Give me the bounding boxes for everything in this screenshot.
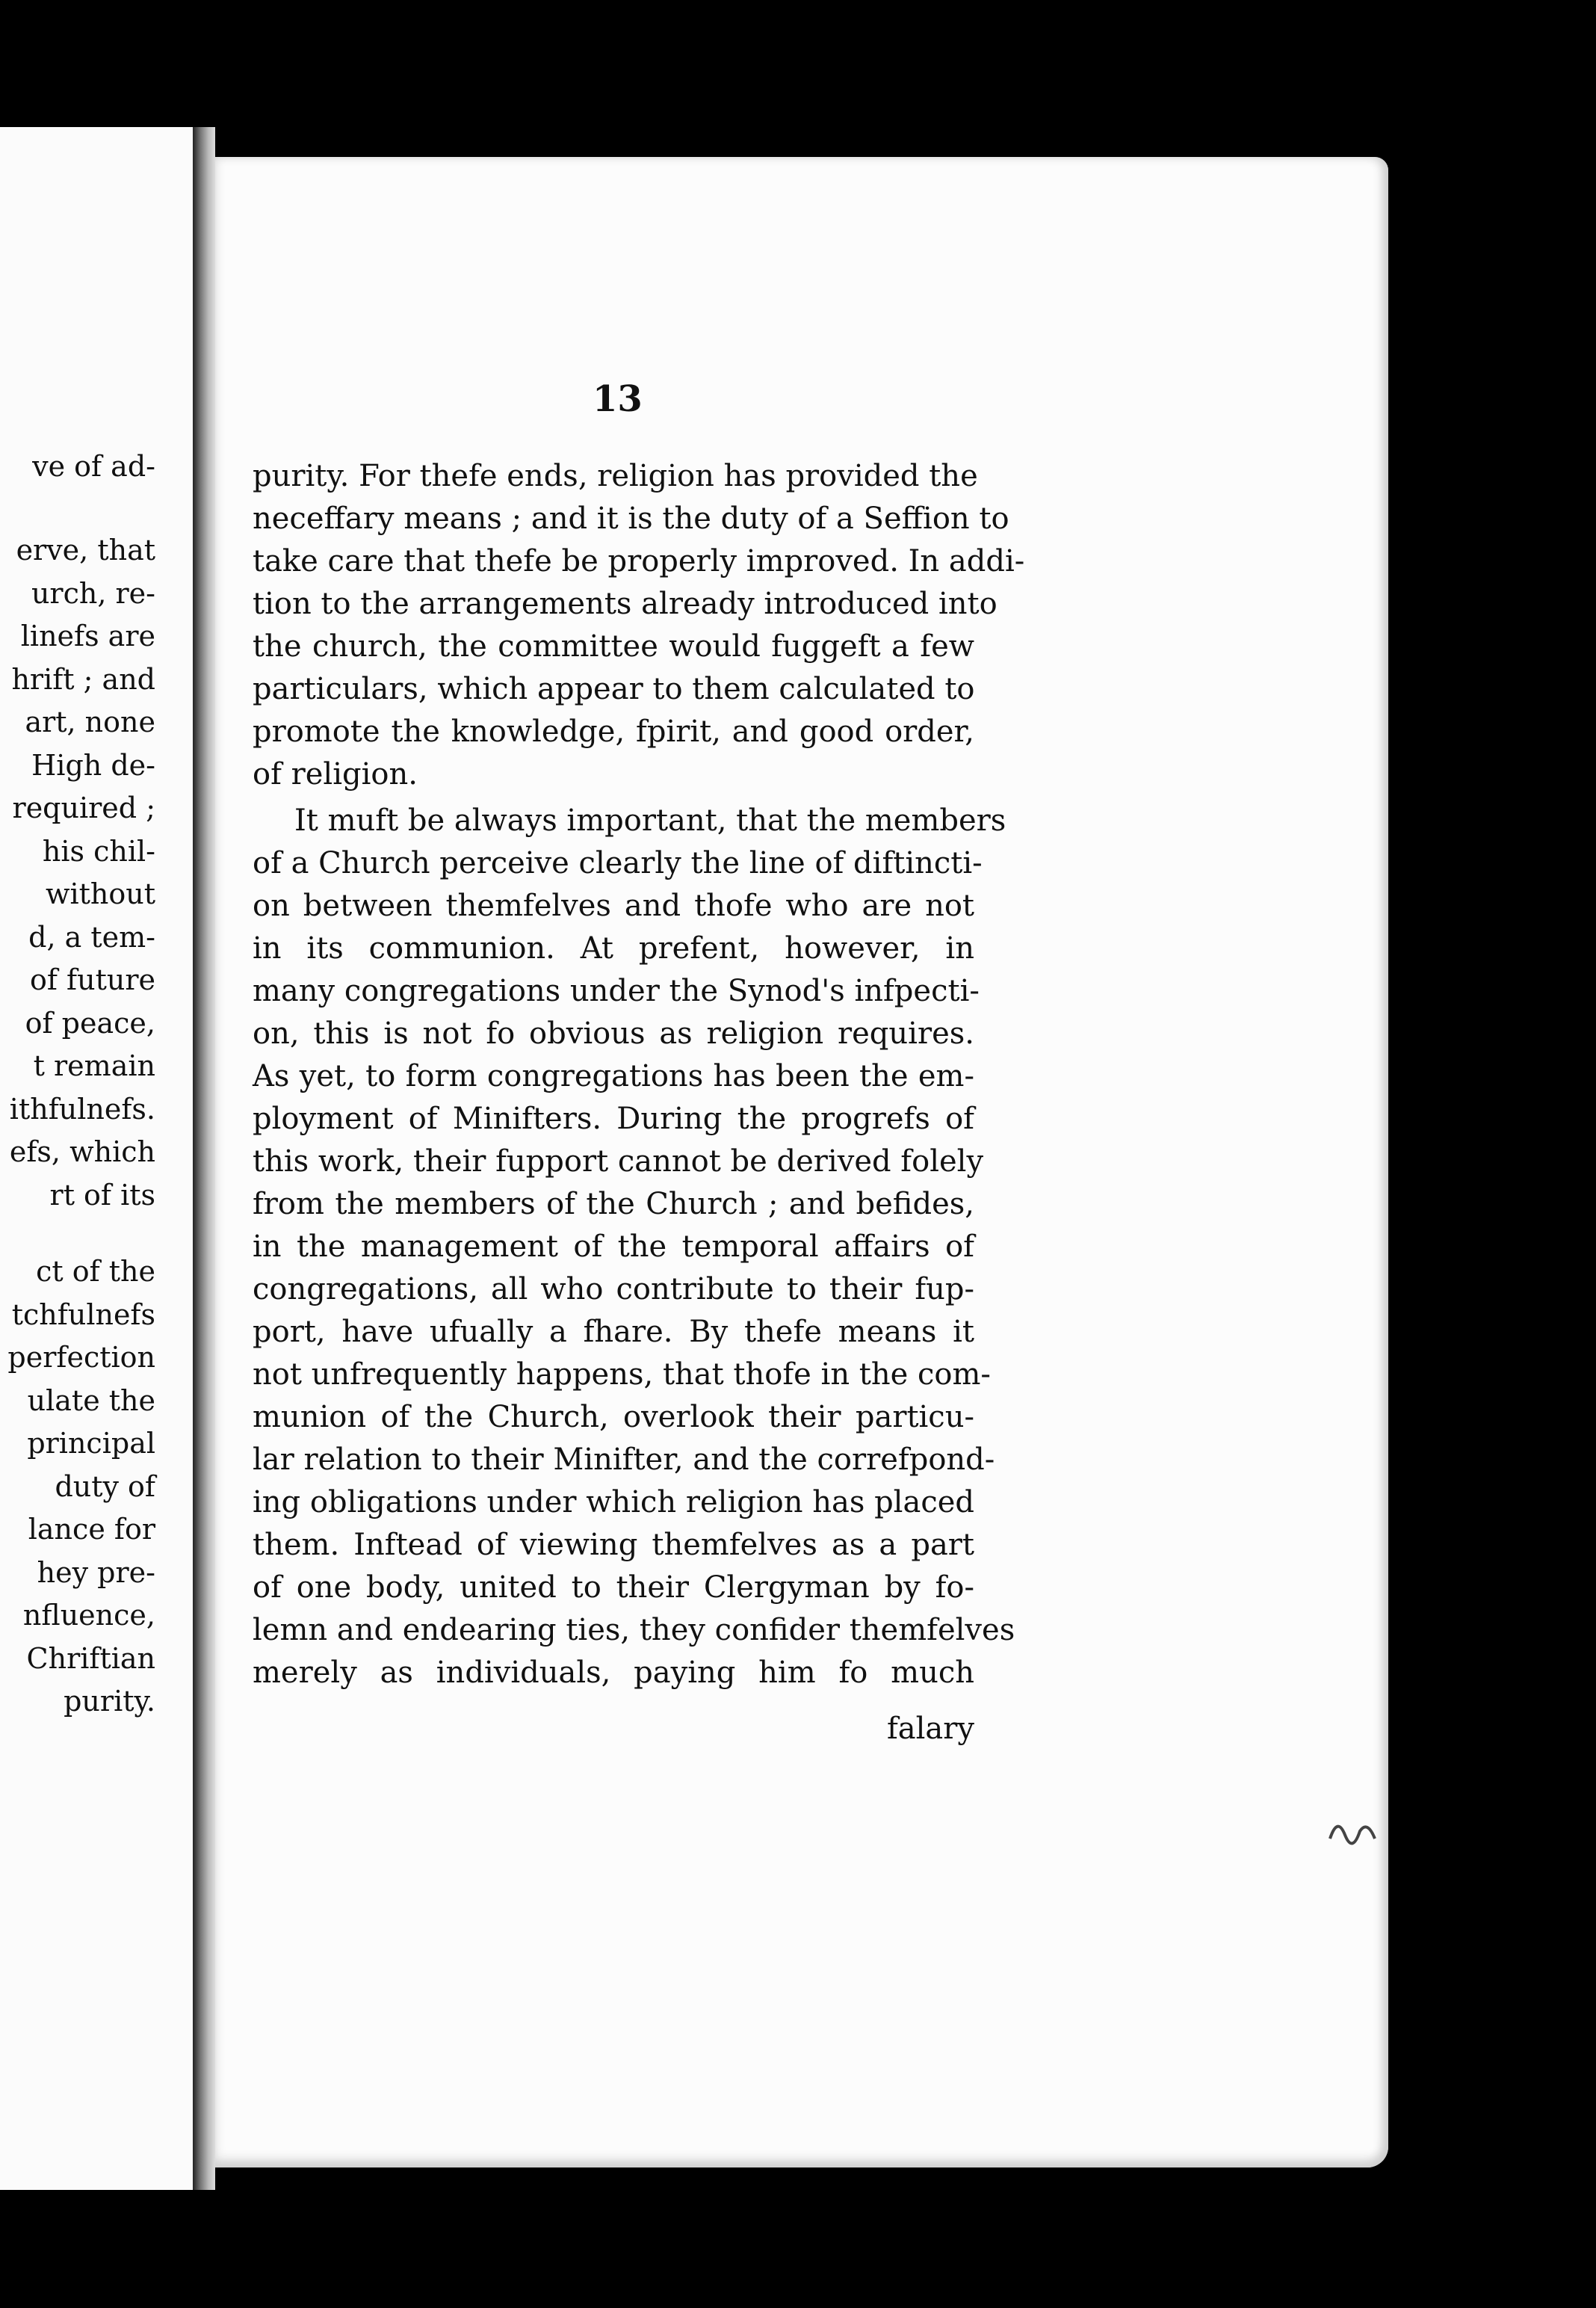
paragraph-first-line: It muft be always important, that the members bbox=[294, 803, 1006, 838]
text-line: lar relation to their Minifter, and the correfpond- bbox=[253, 1442, 995, 1477]
left-facing-page bbox=[0, 127, 193, 2190]
left-page-line: High de- bbox=[31, 749, 155, 782]
left-page-line: lance for bbox=[28, 1513, 155, 1546]
left-page-line: urch, re- bbox=[31, 577, 155, 610]
left-page-line: ulate the bbox=[27, 1384, 155, 1417]
left-page-line: perfection bbox=[7, 1341, 155, 1374]
text-line: ployment of Minifters. During the progrefs of bbox=[253, 1102, 974, 1136]
left-page-line: ithfulnefs. bbox=[9, 1093, 155, 1126]
left-page-line: ct of the bbox=[36, 1255, 155, 1288]
left-page-line: efs, which bbox=[9, 1135, 155, 1168]
left-page-line: erve, that bbox=[16, 534, 155, 567]
left-page-line: without bbox=[45, 877, 155, 910]
left-page-line: his chil- bbox=[42, 835, 155, 868]
text-line: on between themfelves and thofe who are not bbox=[253, 889, 974, 923]
left-page-line: d, a tem- bbox=[28, 921, 155, 954]
left-page-line: duty of bbox=[55, 1470, 155, 1503]
left-page-line: required ; bbox=[12, 792, 155, 824]
text-line: of religion. bbox=[253, 757, 418, 792]
left-page-line: nfluence, bbox=[22, 1599, 155, 1632]
text-line: the church, the committee would fuggeft a few bbox=[253, 629, 974, 664]
left-page-line: of peace, bbox=[25, 1007, 155, 1040]
left-page-line: of future bbox=[30, 963, 155, 996]
text-line: from the members of the Church ; and befides, bbox=[253, 1187, 974, 1221]
text-line: lemn and endearing ties, they confider themfelves bbox=[253, 1613, 1015, 1647]
left-page-line: linefs are bbox=[20, 620, 155, 652]
page-number: 13 bbox=[593, 378, 643, 420]
text-line: purity. For thefe ends, religion has provided the bbox=[253, 459, 978, 493]
text-line: in its communion. At prefent, however, in bbox=[253, 931, 974, 966]
text-line: on, this is not fo obvious as religion requires. bbox=[253, 1016, 974, 1051]
text-line: of a Church perceive clearly the line of diftincti- bbox=[253, 846, 983, 880]
left-page-line: rt of its bbox=[49, 1179, 155, 1212]
left-page-line: ve of ad- bbox=[32, 450, 155, 483]
left-page-line: Chriftian bbox=[26, 1642, 155, 1675]
left-page-line: hrift ; and bbox=[11, 663, 155, 696]
text-line: tion to the arrangements already introduced into bbox=[253, 587, 998, 621]
book-gutter bbox=[193, 127, 215, 2190]
text-line: port, have ufually a fhare. By thefe means it bbox=[253, 1315, 974, 1349]
text-line: merely as individuals, paying him fo much bbox=[253, 1656, 974, 1690]
text-line: congregations, all who contribute to their fup- bbox=[253, 1272, 974, 1306]
left-page-line: principal bbox=[27, 1427, 155, 1460]
left-page-line: t remain bbox=[33, 1049, 155, 1082]
text-line: take care that thefe be properly improved. In addi- bbox=[253, 544, 1025, 578]
text-line: in the management of the temporal affairs of bbox=[253, 1229, 974, 1264]
text-line: of one body, united to their Clergyman by fo- bbox=[253, 1570, 974, 1605]
left-page-line: art, none bbox=[25, 706, 155, 738]
text-line: munion of the Church, overlook their particu- bbox=[253, 1400, 974, 1434]
text-line: neceffary means ; and it is the duty of a Seffion to bbox=[253, 502, 1009, 536]
ink-smudge bbox=[1323, 1809, 1382, 1854]
text-line: promote the knowledge, fpirit, and good order, bbox=[253, 715, 974, 749]
left-page-line: hey pre- bbox=[37, 1556, 155, 1589]
left-page-line: purity. bbox=[64, 1685, 155, 1718]
text-line: not unfrequently happens, that thofe in the com- bbox=[253, 1357, 991, 1392]
text-line: ing obligations under which religion has placed bbox=[253, 1485, 974, 1519]
text-line: them. Inftead of viewing themfelves as a part bbox=[253, 1528, 974, 1562]
left-page-line: tchfulnefs bbox=[11, 1298, 155, 1331]
text-line: As yet, to form congregations has been the em- bbox=[253, 1059, 974, 1093]
text-line: particulars, which appear to them calculated to bbox=[253, 672, 975, 706]
catchword: falary bbox=[886, 1712, 974, 1746]
text-line: this work, their fupport cannot be derived folely bbox=[253, 1144, 984, 1179]
text-line: many congregations under the Synod's infpecti- bbox=[253, 974, 980, 1008]
